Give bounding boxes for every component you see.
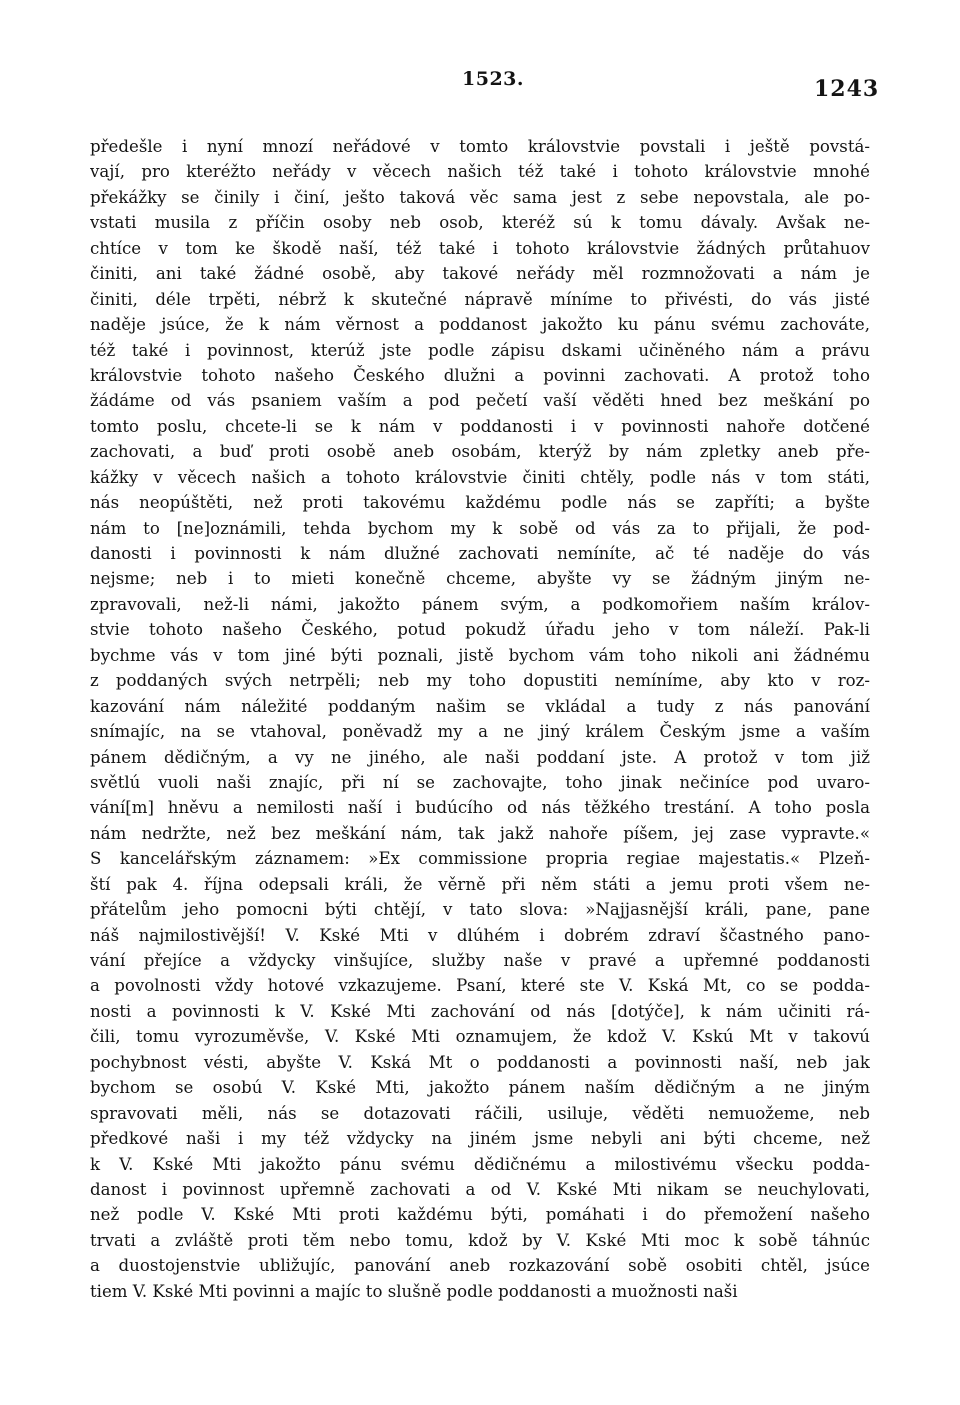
- text-line: též také i povinnost, kterúž jste podle zápisu dskami učiněného nám a právu: [90, 340, 870, 360]
- text-line: přátelům jeho pomocni býti chtějí, v tato slova: »Najjasnější králi, pane, pane: [90, 900, 870, 920]
- text-line: S kancelářským záznamem: »Ex commissione propria regiae majestatis.« Plzeň-: [90, 849, 870, 869]
- text-line: k V. Kské Mti jakožto pánu svému dědičnému a milostivému všecku podda-: [90, 1154, 870, 1174]
- text-line: chtíce v tom ke škodě naší, též také i tohoto královstvie žádných průtahuov: [90, 238, 870, 258]
- text-line: královstvie tohoto našeho Českého dlužni a povinni zachovati. A protož toho: [90, 365, 870, 385]
- text-line: kazování nám náležité poddaným našim se vkládal a tudy z nás panování: [90, 696, 870, 716]
- text-line: náš najmilostivější! V. Kské Mti v dlúhém i dobrém zdraví ščastného pano-: [90, 925, 870, 945]
- text-line: trvati a zvláště proti těm nebo tomu, kdož by V. Kské Mti moc k sobě táhnúc: [90, 1230, 870, 1250]
- text-line: činiti, ani také žádné osobě, aby takové neřády měl rozmnožovati a nám je: [90, 264, 870, 284]
- text-line: spravovati měli, nás se dotazovati ráčili, usiluje, věděti nemuožeme, neb: [90, 1103, 870, 1123]
- text-line: ští pak 4. října odepsali králi, že věrně při něm státi a jemu proti všem ne-: [90, 874, 870, 894]
- text-line: a povolnosti vždy hotové vzkazujeme. Psaní, které ste V. Kská Mt, co se podda-: [90, 976, 870, 996]
- text-line: tiem V. Kské Mti povinni a majíc to slušně podle poddanosti a muožnosti naši: [90, 1281, 738, 1301]
- text-line: stvie tohoto našeho Českého, potud pokudž úřadu jeho v tom náleží. Pak-li: [90, 620, 870, 640]
- text-line: a duostojenstvie ubližujíc, panování aneb rozkazování sobě osobiti chtěl, jsúce: [90, 1256, 870, 1276]
- text-line: naděje jsúce, že k nám věrnost a poddanost jakožto ku pánu svému zachováte,: [90, 315, 870, 335]
- text-line: zpravovali, než-li námi, jakožto pánem svým, a podkomořiem naším králov-: [90, 594, 870, 614]
- text-line: čili, tomu vyrozuměvše, V. Kské Mti oznamujem, že kdož V. Kskú Mt v takovú: [90, 1027, 870, 1047]
- text-line: bychom se osobú V. Kské Mti, jakožto pánem naším dědičným a ne jiným: [90, 1078, 870, 1098]
- text-line: vání[m] hněvu a nemilosti naší i budúcího od nás těžkého trestání. A toho posla: [90, 798, 870, 818]
- text-line: tomto poslu, chcete-li se k nám v poddanosti i v povinnosti nahoře dotčené: [90, 416, 870, 436]
- text-line: vstati musila z příčin osoby neb osob, kteréž sú k tomu dávaly. Avšak ne-: [90, 213, 870, 233]
- text-line: než podle V. Kské Mti proti každému býti, pomáhati i do přemožení našeho: [90, 1205, 870, 1225]
- text-line: zachovati, a buď proti osobě aneb osobám, kterýž by nám zpletky aneb pře-: [90, 442, 870, 462]
- page-number: 1243: [814, 76, 880, 102]
- text-line: činiti, déle trpěti, nébrž k skutečné nápravě míníme to přivésti, do vás jisté: [90, 289, 870, 309]
- text-line: pochybnost vésti, abyšte V. Kská Mt o poddanosti a povinnosti naší, neb jak: [90, 1052, 870, 1072]
- text-line: nás neopúštěti, než proti takovému každému podle nás se zapříti; a byšte: [90, 493, 870, 513]
- text-line: nosti a povinnosti k V. Kské Mti zachování od nás [dotýče], k nám učiniti rá-: [90, 1001, 870, 1021]
- text-line: nejsme; neb i to mieti konečně chceme, abyšte vy se žádným jiným ne-: [90, 569, 870, 589]
- text-line: předešle i nyní mnozí neřádové v tomto královstvie povstali i ještě povstá-: [90, 137, 870, 156]
- text-line: předkové naši i my též vždycky na jiném jsme nebyli ani býti chceme, než: [90, 1129, 870, 1149]
- text-line: vají, pro kteréžto neřády v věcech našich též také i tohoto královstvie mnohé: [90, 162, 870, 182]
- text-line: danost i povinnost upřemně zachovati a od V. Kské Mti nikam se neuchylovati,: [90, 1179, 870, 1199]
- text-line: světlú vuoli naši znajíc, při ní se zachovajte, toho jinak nečiníce pod uvaro-: [90, 772, 870, 792]
- body-text: [90, 134, 870, 1304]
- text-line: kážky v věcech našich a tohoto královstvie činiti chtěly, podle nás v tom státi,: [90, 467, 870, 487]
- text-line: nám to [ne]oznámili, tehda bychom my k sobě od vás za to přijali, že pod-: [90, 518, 870, 538]
- text-line: snímajíc, na se vtahoval, poněvadž my a ne jiný králem Českým jsme a vaším: [90, 722, 870, 742]
- text-line: překážky se činily i činí, ješto taková věc sama jest z sebe nepovstala, ale po-: [90, 187, 870, 207]
- year-heading: 1523.: [462, 68, 524, 90]
- text-line: danosti i povinnosti k nám dlužné zachovati nemíníte, ač té naděje do vás: [90, 544, 870, 563]
- text-line: žádáme od vás psaniem vaším a pod pečetí vaší věděti hned bez meškání po: [90, 391, 870, 411]
- text-line: z poddaných svých netrpěli; neb my toho dopustiti nemíníme, aby kto v roz-: [90, 671, 870, 691]
- text-line: pánem dědičným, a vy ne jiného, ale naši poddaní jste. A protož v tom již: [90, 747, 870, 767]
- text-line: nám nedržte, než bez meškání nám, tak jakž nahoře píšem, jej zase vypravte.«: [90, 823, 870, 843]
- text-line: vání přejíce a vždycky vinšujíce, služby naše v pravé a upřemné poddanosti: [90, 951, 870, 970]
- text-line: bychme vás v tom jiné býti poznali, jistě bychom vám toho nikoli ani žádnému: [90, 645, 870, 665]
